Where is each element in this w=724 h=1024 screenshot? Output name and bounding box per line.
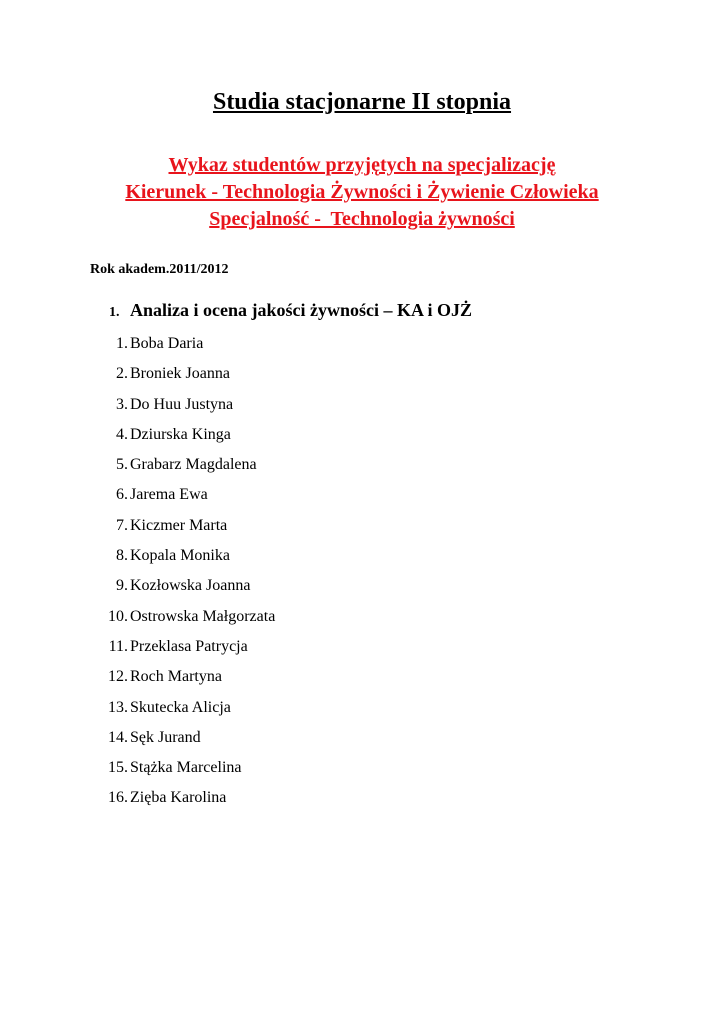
specialization-header [0,152,724,233]
student-name: Przeklasa Patrycja [130,637,248,655]
page-title: Studia stacjonarne II stopnia [212,89,512,115]
student-name: Zięba Karolina [130,789,227,807]
list-item-number: 7. [116,516,128,534]
student-name: Boba Daria [130,335,204,352]
student-name: Do Huu Justyna [130,395,234,413]
section-title: Analiza i ocena jakości żywności – KA i OJŻ [130,300,472,320]
student-name: Kozłowska Joanna [130,577,251,595]
student-name: Broniek Joanna [130,365,230,383]
list-item-number: 12. [108,668,128,686]
student-name: Skutecka Alicja [130,698,231,716]
student-name: Jarema Ewa [130,486,208,504]
student-name: Kiczmer Marta [130,516,228,534]
list-item-number: 11. [108,637,128,655]
student-name: Ostrowska Małgorzata [130,607,276,625]
list-item-number: 1. [116,335,128,352]
list-item-number: 14. [108,728,128,746]
list-item-number: 2. [116,365,128,383]
section-number: 1. [109,305,120,320]
list-heading: Wykaz studentów przyjętych na specjalizację [168,154,556,176]
list-item-number: 8. [116,547,128,565]
list-item-number: 6. [116,486,128,504]
student-name: Sęk Jurand [130,728,201,746]
student-name: Kopala Monika [130,547,230,565]
list-item-number: 15. [108,759,128,777]
list-item-number: 13. [108,698,128,716]
student-name: Grabarz Magdalena [130,456,257,474]
list-item-number: 10. [108,607,128,625]
field-of-study: Kierunek - Technologia Żywności i Żywienie Człowieka [125,181,599,203]
specialty: Specjalność - Technologia żywności [209,208,515,230]
section-heading [109,298,472,325]
list-item-number: 5. [116,456,128,474]
student-name: Stążka Marcelina [130,759,242,777]
list-item-number: 3. [116,395,128,413]
list-item-number: 16. [108,789,128,807]
academic-year: Rok akadem.2011/2012 [90,262,229,277]
list-item-number: 4. [116,425,128,443]
list-item-number: 9. [116,577,128,595]
student-name: Dziurska Kinga [130,425,231,443]
student-name: Roch Martyna [130,668,222,686]
